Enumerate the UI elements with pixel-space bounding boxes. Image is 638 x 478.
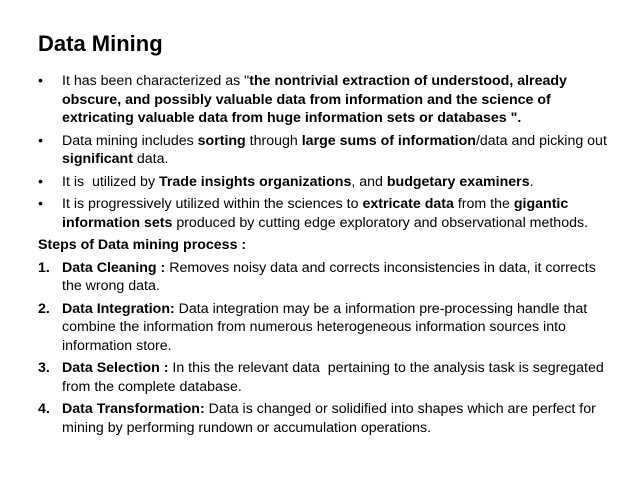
bullet-text: from the (453, 196, 514, 212)
bullet-text: produced by cutting edge exploratory and observational methods. (172, 214, 589, 231)
step-number: 1. (38, 259, 50, 276)
bullet-marker: • (38, 196, 43, 212)
step-text: Data integration may be a information pre-processing handle that combine the information from numerous heterogeneous information sources into information store. (62, 300, 588, 354)
step-number: 3. (38, 360, 50, 376)
bullet-text-bold: gigantic information sets (62, 196, 569, 231)
bullet-text: data. (132, 151, 169, 167)
bullet-text: through (245, 132, 302, 149)
step-label: Data Integration: (62, 300, 175, 317)
bullet-text: , and (351, 173, 387, 190)
bullet-text-bold: budgetary examiners (386, 173, 530, 190)
bullet-text-bold: large sums of information (301, 132, 476, 149)
bullet-item (38, 173, 614, 192)
step-item (38, 359, 614, 396)
bullet-marker: • (38, 73, 43, 89)
bullet-text: It is progressively utilized within the sciences to (62, 196, 363, 212)
bullet-item (38, 72, 614, 128)
step-text: In this the relevant data pertaining to the analysis task is segregated from the complete database. (62, 360, 608, 395)
bullet-text: It has been characterized as " (62, 73, 250, 89)
step-item (38, 300, 614, 356)
step-text: Data is changed or solidified into shapes which are perfect for mining by performing rundown or accumulation operations. (62, 401, 596, 436)
bullet-text-bold: the nontrivial extraction of understood, already obscure, and possibly valuable data from information and the science of extricating valuable data from huge information sets or databases ". (62, 73, 567, 126)
step-label: Data Cleaning : (62, 259, 166, 276)
step-number: 4. (38, 401, 50, 417)
bullet-list (38, 72, 614, 232)
step-number: 2. (38, 300, 50, 317)
bullet-text: Data mining includes (62, 132, 198, 149)
step-label: Data Selection : (62, 360, 169, 376)
steps-list (38, 259, 614, 438)
bullet-text-bold: sorting (197, 132, 246, 149)
bullet-item (38, 195, 614, 232)
slide-title: Data Mining (38, 31, 163, 56)
bullet-marker: • (38, 132, 43, 149)
bullet-text-bold: significant (62, 151, 133, 167)
bullet-text: . (529, 173, 534, 190)
bullet-marker: • (38, 173, 43, 190)
steps-heading: Steps of Data mining process : (38, 237, 247, 253)
bullet-text-bold: Trade insights organizations (159, 173, 352, 190)
bullet-text-bold: extricate data (362, 196, 454, 212)
step-item (38, 400, 614, 437)
bullet-text: /data and picking out (475, 132, 607, 149)
step-item (38, 259, 614, 296)
step-text: Removes noisy data and corrects inconsistencies in data, it corrects the wrong data. (62, 259, 596, 294)
bullet-item (38, 132, 614, 169)
step-label: Data Transformation: (62, 401, 205, 417)
bullet-text: It is utilized by (62, 173, 159, 190)
